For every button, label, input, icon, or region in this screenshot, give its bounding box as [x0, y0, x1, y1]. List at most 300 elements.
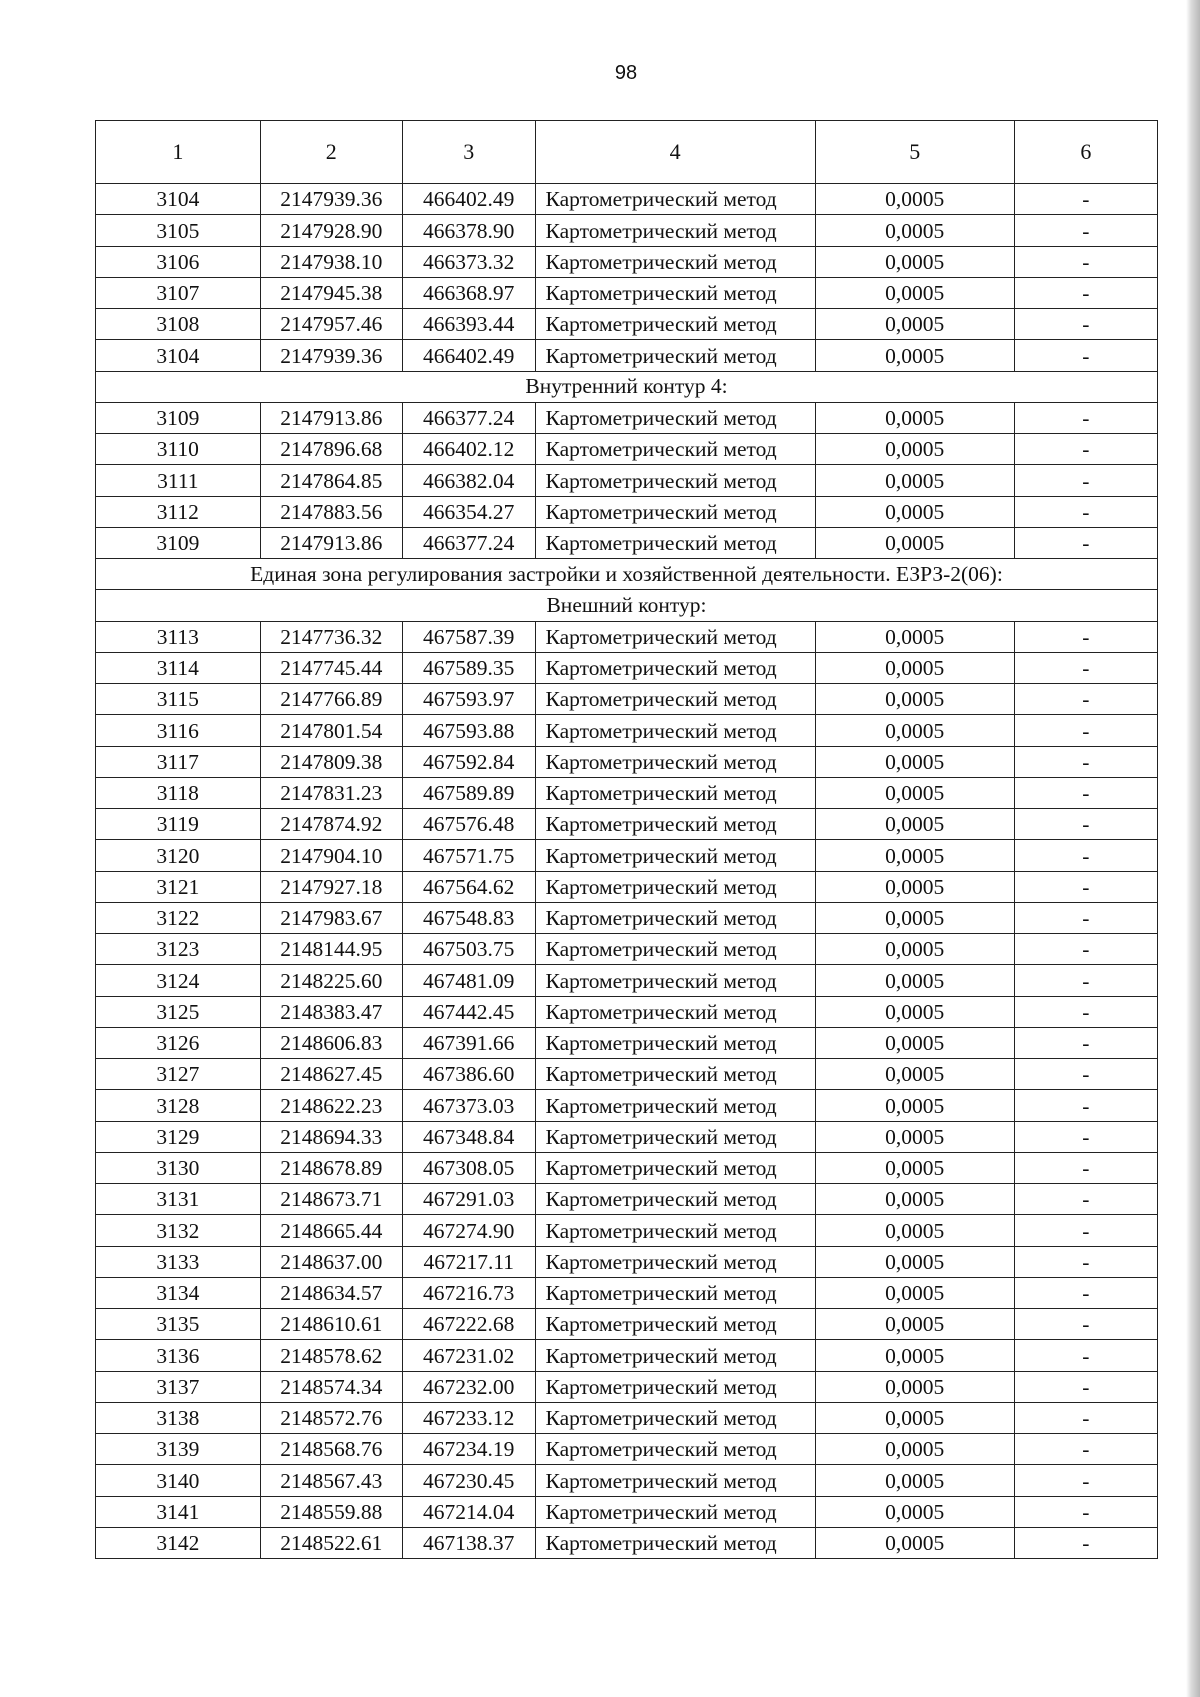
table-cell: - — [1014, 1527, 1157, 1558]
table-cell: - — [1014, 1371, 1157, 1402]
table-cell: 2148610.61 — [260, 1309, 402, 1340]
table-row — [96, 340, 1158, 371]
table-cell: Картометрический метод — [535, 621, 815, 652]
column-header: 5 — [815, 121, 1014, 184]
table-cell: 2147945.38 — [260, 277, 402, 308]
table-cell: 3139 — [96, 1434, 261, 1465]
table-cell: - — [1014, 715, 1157, 746]
table-cell: 0,0005 — [815, 184, 1014, 215]
table-cell: - — [1014, 215, 1157, 246]
table-cell: Картометрический метод — [535, 215, 815, 246]
table-cell: 467592.84 — [402, 746, 535, 777]
table-cell: 0,0005 — [815, 1309, 1014, 1340]
column-header: 6 — [1014, 121, 1157, 184]
table-cell: - — [1014, 871, 1157, 902]
table-cell: Картометрический метод — [535, 902, 815, 933]
table-cell: 467231.02 — [402, 1340, 535, 1371]
table-cell: Картометрический метод — [535, 934, 815, 965]
table-cell: 0,0005 — [815, 621, 1014, 652]
table-cell: 0,0005 — [815, 1090, 1014, 1121]
table-cell: 467564.62 — [402, 871, 535, 902]
table-row — [96, 684, 1158, 715]
table-cell: - — [1014, 1215, 1157, 1246]
table-cell: Картометрический метод — [535, 1465, 815, 1496]
table-row — [96, 309, 1158, 340]
table-cell: - — [1014, 402, 1157, 433]
table-cell: 2148634.57 — [260, 1277, 402, 1308]
table-cell: - — [1014, 1277, 1157, 1308]
table-row — [96, 246, 1158, 277]
table-row — [96, 809, 1158, 840]
table-cell: 0,0005 — [815, 465, 1014, 496]
table-cell: 466377.24 — [402, 402, 535, 433]
coordinates-table — [95, 120, 1158, 1559]
table-cell: 0,0005 — [815, 1402, 1014, 1433]
table-cell: 3125 — [96, 996, 261, 1027]
table-cell: 3114 — [96, 652, 261, 683]
table-cell: Картометрический метод — [535, 715, 815, 746]
table-cell: 3109 — [96, 402, 261, 433]
table-cell: 3124 — [96, 965, 261, 996]
table-cell: 0,0005 — [815, 871, 1014, 902]
table-cell: - — [1014, 777, 1157, 808]
table-cell: 0,0005 — [815, 715, 1014, 746]
table-cell: 467442.45 — [402, 996, 535, 1027]
table-cell: Картометрический метод — [535, 1277, 815, 1308]
table-cell: 467589.89 — [402, 777, 535, 808]
table-cell: 2148572.76 — [260, 1402, 402, 1433]
table-cell: 3115 — [96, 684, 261, 715]
table-cell: - — [1014, 1465, 1157, 1496]
table-cell: 467274.90 — [402, 1215, 535, 1246]
table-cell: 3133 — [96, 1246, 261, 1277]
table-cell: - — [1014, 1402, 1157, 1433]
table-cell: 3119 — [96, 809, 261, 840]
table-cell: 3141 — [96, 1496, 261, 1527]
section-title: Внешний контур: — [96, 590, 1158, 621]
table-cell: 467576.48 — [402, 809, 535, 840]
scan-edge-shadow — [1186, 0, 1200, 1697]
table-cell: - — [1014, 809, 1157, 840]
table-cell: 2147939.36 — [260, 184, 402, 215]
table-cell: Картометрический метод — [535, 1309, 815, 1340]
table-row — [96, 496, 1158, 527]
table-row — [96, 1215, 1158, 1246]
table-cell: - — [1014, 1496, 1157, 1527]
table-cell: - — [1014, 1340, 1157, 1371]
table-row — [96, 746, 1158, 777]
table-cell: - — [1014, 1152, 1157, 1183]
table-cell: 3142 — [96, 1527, 261, 1558]
table-cell: 0,0005 — [815, 1184, 1014, 1215]
table-row — [96, 1434, 1158, 1465]
table-cell: 467138.37 — [402, 1527, 535, 1558]
table-cell: 2148694.33 — [260, 1121, 402, 1152]
table-row — [96, 1340, 1158, 1371]
table-cell: 3137 — [96, 1371, 261, 1402]
table-cell: Картометрический метод — [535, 1215, 815, 1246]
table-cell: 467308.05 — [402, 1152, 535, 1183]
table-cell: Картометрический метод — [535, 1434, 815, 1465]
table-row — [96, 1184, 1158, 1215]
table-cell: - — [1014, 684, 1157, 715]
table-cell: 2147801.54 — [260, 715, 402, 746]
table-cell: 0,0005 — [815, 1434, 1014, 1465]
table-cell: Картометрический метод — [535, 777, 815, 808]
table-cell: 0,0005 — [815, 684, 1014, 715]
table-cell: 2148568.76 — [260, 1434, 402, 1465]
table-cell: Картометрический метод — [535, 1090, 815, 1121]
table-cell: 467571.75 — [402, 840, 535, 871]
table-cell: Картометрический метод — [535, 840, 815, 871]
table-row — [96, 1465, 1158, 1496]
table-cell: 467217.11 — [402, 1246, 535, 1277]
table-cell: 3117 — [96, 746, 261, 777]
table-cell: 0,0005 — [815, 496, 1014, 527]
table-cell: - — [1014, 465, 1157, 496]
table-cell: Картометрический метод — [535, 965, 815, 996]
table-cell: 2148606.83 — [260, 1027, 402, 1058]
table-cell: 3120 — [96, 840, 261, 871]
table-cell: 0,0005 — [815, 902, 1014, 933]
table-cell: 0,0005 — [815, 965, 1014, 996]
table-row — [96, 871, 1158, 902]
table-row — [96, 1496, 1158, 1527]
table-cell: 466354.27 — [402, 496, 535, 527]
table-cell: 0,0005 — [815, 1371, 1014, 1402]
table-cell: 0,0005 — [815, 1059, 1014, 1090]
table-cell: 2147913.86 — [260, 527, 402, 558]
table-cell: 2147809.38 — [260, 746, 402, 777]
table-cell: Картометрический метод — [535, 652, 815, 683]
table-cell: 467391.66 — [402, 1027, 535, 1058]
table-cell: 2147913.86 — [260, 402, 402, 433]
table-cell: 0,0005 — [815, 340, 1014, 371]
table-cell: - — [1014, 621, 1157, 652]
table-cell: - — [1014, 1090, 1157, 1121]
section-row — [96, 371, 1158, 402]
table-cell: - — [1014, 184, 1157, 215]
table-cell: Картометрический метод — [535, 465, 815, 496]
table-cell: 2147927.18 — [260, 871, 402, 902]
table-cell: 0,0005 — [815, 652, 1014, 683]
table-row — [96, 1277, 1158, 1308]
table-cell: 2147939.36 — [260, 340, 402, 371]
table-cell: 2148622.23 — [260, 1090, 402, 1121]
table-row — [96, 465, 1158, 496]
table-row — [96, 996, 1158, 1027]
table-row — [96, 621, 1158, 652]
table-cell: 3128 — [96, 1090, 261, 1121]
table-cell: 466382.04 — [402, 465, 535, 496]
table-cell: 2147745.44 — [260, 652, 402, 683]
table-row — [96, 1371, 1158, 1402]
table-cell: Картометрический метод — [535, 309, 815, 340]
table-cell: Картометрический метод — [535, 1371, 815, 1402]
table-cell: 3105 — [96, 215, 261, 246]
table-cell: - — [1014, 496, 1157, 527]
table-cell: 0,0005 — [815, 1340, 1014, 1371]
table-cell: 2148559.88 — [260, 1496, 402, 1527]
table-row — [96, 1121, 1158, 1152]
table-cell: 467234.19 — [402, 1434, 535, 1465]
table-cell: 467386.60 — [402, 1059, 535, 1090]
table-cell: - — [1014, 1184, 1157, 1215]
table-cell: 467230.45 — [402, 1465, 535, 1496]
table-cell: 0,0005 — [815, 402, 1014, 433]
table-cell: - — [1014, 902, 1157, 933]
table-cell: - — [1014, 1121, 1157, 1152]
table-row — [96, 1246, 1158, 1277]
table-cell: Картометрический метод — [535, 809, 815, 840]
table-row — [96, 934, 1158, 965]
table-cell: Картометрический метод — [535, 684, 815, 715]
table-cell: 467233.12 — [402, 1402, 535, 1433]
table-cell: 2147864.85 — [260, 465, 402, 496]
table-cell: - — [1014, 277, 1157, 308]
table-cell: - — [1014, 1434, 1157, 1465]
table-row — [96, 1309, 1158, 1340]
table-cell: 2148678.89 — [260, 1152, 402, 1183]
table-cell: Картометрический метод — [535, 1152, 815, 1183]
table-cell: Картометрический метод — [535, 871, 815, 902]
table-cell: 3135 — [96, 1309, 261, 1340]
table-cell: 2147957.46 — [260, 309, 402, 340]
table-cell: 3112 — [96, 496, 261, 527]
page-number: 98 — [614, 62, 638, 84]
section-title: Единая зона регулирования застройки и хозяйственной деятельности. ЕЗРЗ-2(06): — [96, 559, 1158, 590]
table-cell: 0,0005 — [815, 1121, 1014, 1152]
table-cell: 2147896.68 — [260, 434, 402, 465]
table-cell: 3131 — [96, 1184, 261, 1215]
table-cell: 2147904.10 — [260, 840, 402, 871]
table-cell: Картометрический метод — [535, 1340, 815, 1371]
table-cell: 466368.97 — [402, 277, 535, 308]
table-cell: 466393.44 — [402, 309, 535, 340]
table-cell: Картометрический метод — [535, 1121, 815, 1152]
table-cell: Картометрический метод — [535, 340, 815, 371]
table-cell: 467587.39 — [402, 621, 535, 652]
table-cell: 467232.00 — [402, 1371, 535, 1402]
table-cell: 0,0005 — [815, 777, 1014, 808]
table-cell: Картометрический метод — [535, 434, 815, 465]
table-cell: 466373.32 — [402, 246, 535, 277]
table-cell: 2147766.89 — [260, 684, 402, 715]
table-cell: 3136 — [96, 1340, 261, 1371]
table-cell: 0,0005 — [815, 1496, 1014, 1527]
table-cell: 2148574.34 — [260, 1371, 402, 1402]
table-cell: - — [1014, 1309, 1157, 1340]
table-row — [96, 1027, 1158, 1058]
table-cell: 0,0005 — [815, 934, 1014, 965]
table-cell: - — [1014, 434, 1157, 465]
table-cell: 3116 — [96, 715, 261, 746]
table-cell: - — [1014, 340, 1157, 371]
table-cell: 467503.75 — [402, 934, 535, 965]
table-row — [96, 652, 1158, 683]
table-cell: 3138 — [96, 1402, 261, 1433]
table-row — [96, 965, 1158, 996]
table-cell: 2147831.23 — [260, 777, 402, 808]
table-cell: - — [1014, 527, 1157, 558]
table-cell: 3108 — [96, 309, 261, 340]
table-cell: 466377.24 — [402, 527, 535, 558]
table-cell: 0,0005 — [815, 1215, 1014, 1246]
table-cell: Картометрический метод — [535, 1059, 815, 1090]
table-cell: 3129 — [96, 1121, 261, 1152]
table-row — [96, 1152, 1158, 1183]
table-row — [96, 277, 1158, 308]
table-cell: 3130 — [96, 1152, 261, 1183]
table-cell: 2147736.32 — [260, 621, 402, 652]
table-cell: 467589.35 — [402, 652, 535, 683]
table-cell: 3109 — [96, 527, 261, 558]
table-cell: Картометрический метод — [535, 277, 815, 308]
table-body — [96, 184, 1158, 1559]
table-cell: 466402.12 — [402, 434, 535, 465]
table-row — [96, 434, 1158, 465]
table-cell: Картометрический метод — [535, 246, 815, 277]
section-row — [96, 590, 1158, 621]
table-cell: - — [1014, 934, 1157, 965]
table-cell: Картометрический метод — [535, 1184, 815, 1215]
table-cell: 467593.88 — [402, 715, 535, 746]
table-cell: 3106 — [96, 246, 261, 277]
table-row — [96, 1059, 1158, 1090]
table-cell: 467348.84 — [402, 1121, 535, 1152]
table-cell: 0,0005 — [815, 996, 1014, 1027]
column-header: 1 — [96, 121, 261, 184]
table-cell: Картометрический метод — [535, 1027, 815, 1058]
table-cell: 467373.03 — [402, 1090, 535, 1121]
table-cell: 3134 — [96, 1277, 261, 1308]
table-cell: 0,0005 — [815, 746, 1014, 777]
column-header: 2 — [260, 121, 402, 184]
table-cell: 0,0005 — [815, 215, 1014, 246]
table-cell: 0,0005 — [815, 527, 1014, 558]
table-row — [96, 402, 1158, 433]
table-cell: 467593.97 — [402, 684, 535, 715]
table-cell: Картометрический метод — [535, 496, 815, 527]
table-cell: 3123 — [96, 934, 261, 965]
table-cell: 2148665.44 — [260, 1215, 402, 1246]
table-cell: Картометрический метод — [535, 1246, 815, 1277]
table-cell: 0,0005 — [815, 434, 1014, 465]
table-cell: 2148673.71 — [260, 1184, 402, 1215]
table-cell: - — [1014, 965, 1157, 996]
table-cell: 2147874.92 — [260, 809, 402, 840]
table-cell: 2148578.62 — [260, 1340, 402, 1371]
table-row — [96, 215, 1158, 246]
table-row — [96, 715, 1158, 746]
table-cell: 2148383.47 — [260, 996, 402, 1027]
table-cell: 0,0005 — [815, 1027, 1014, 1058]
table-cell: 3121 — [96, 871, 261, 902]
table-cell: 466402.49 — [402, 340, 535, 371]
table-cell: 467548.83 — [402, 902, 535, 933]
table-cell: 467222.68 — [402, 1309, 535, 1340]
table-cell: 0,0005 — [815, 309, 1014, 340]
table-row — [96, 902, 1158, 933]
table-cell: - — [1014, 840, 1157, 871]
table-cell: - — [1014, 309, 1157, 340]
table-cell: 3110 — [96, 434, 261, 465]
table-cell: - — [1014, 746, 1157, 777]
table-cell: 0,0005 — [815, 277, 1014, 308]
section-title: Внутренний контур 4: — [96, 371, 1158, 402]
table-cell: 0,0005 — [815, 246, 1014, 277]
table-cell: 2147983.67 — [260, 902, 402, 933]
table-cell: - — [1014, 1027, 1157, 1058]
table-cell: Картометрический метод — [535, 746, 815, 777]
table-cell: 2147928.90 — [260, 215, 402, 246]
table-cell: Картометрический метод — [535, 1402, 815, 1433]
table-cell: 3140 — [96, 1465, 261, 1496]
table-cell: 3107 — [96, 277, 261, 308]
table-cell: 0,0005 — [815, 1527, 1014, 1558]
table-row — [96, 527, 1158, 558]
table-cell: - — [1014, 652, 1157, 683]
table-cell: 466378.90 — [402, 215, 535, 246]
table-cell: 2148567.43 — [260, 1465, 402, 1496]
table-cell: 3132 — [96, 1215, 261, 1246]
table-cell: 3104 — [96, 184, 261, 215]
table-cell: 2148627.45 — [260, 1059, 402, 1090]
table-cell: 3118 — [96, 777, 261, 808]
table-row — [96, 1090, 1158, 1121]
table-cell: 2147883.56 — [260, 496, 402, 527]
table-cell: 3122 — [96, 902, 261, 933]
table-cell: Картометрический метод — [535, 1496, 815, 1527]
table-cell: - — [1014, 996, 1157, 1027]
table-cell: 0,0005 — [815, 809, 1014, 840]
table-cell: 466402.49 — [402, 184, 535, 215]
table-row — [96, 184, 1158, 215]
table-cell: 0,0005 — [815, 1246, 1014, 1277]
table-cell: 3111 — [96, 465, 261, 496]
table-cell: Картометрический метод — [535, 184, 815, 215]
table-cell: Картометрический метод — [535, 1527, 815, 1558]
table-cell: Картометрический метод — [535, 996, 815, 1027]
column-header: 3 — [402, 121, 535, 184]
table-cell: 0,0005 — [815, 840, 1014, 871]
table-row — [96, 1402, 1158, 1433]
column-header: 4 — [535, 121, 815, 184]
table-cell: 2148637.00 — [260, 1246, 402, 1277]
table-cell: 0,0005 — [815, 1465, 1014, 1496]
table-cell: 467216.73 — [402, 1277, 535, 1308]
table-cell: 467291.03 — [402, 1184, 535, 1215]
table-cell: 2148144.95 — [260, 934, 402, 965]
table-row — [96, 1527, 1158, 1558]
section-row — [96, 559, 1158, 590]
table-cell: - — [1014, 1059, 1157, 1090]
table-cell: Картометрический метод — [535, 402, 815, 433]
table-row — [96, 777, 1158, 808]
table-cell: 467481.09 — [402, 965, 535, 996]
table-cell: 0,0005 — [815, 1277, 1014, 1308]
table-cell: 0,0005 — [815, 1152, 1014, 1183]
table-row — [96, 840, 1158, 871]
table-header — [96, 121, 1158, 184]
table-cell: 3126 — [96, 1027, 261, 1058]
table-cell: Картометрический метод — [535, 527, 815, 558]
table-cell: 2148522.61 — [260, 1527, 402, 1558]
table-cell: 2147938.10 — [260, 246, 402, 277]
table-cell: - — [1014, 246, 1157, 277]
table-cell: 2148225.60 — [260, 965, 402, 996]
table-cell: 467214.04 — [402, 1496, 535, 1527]
